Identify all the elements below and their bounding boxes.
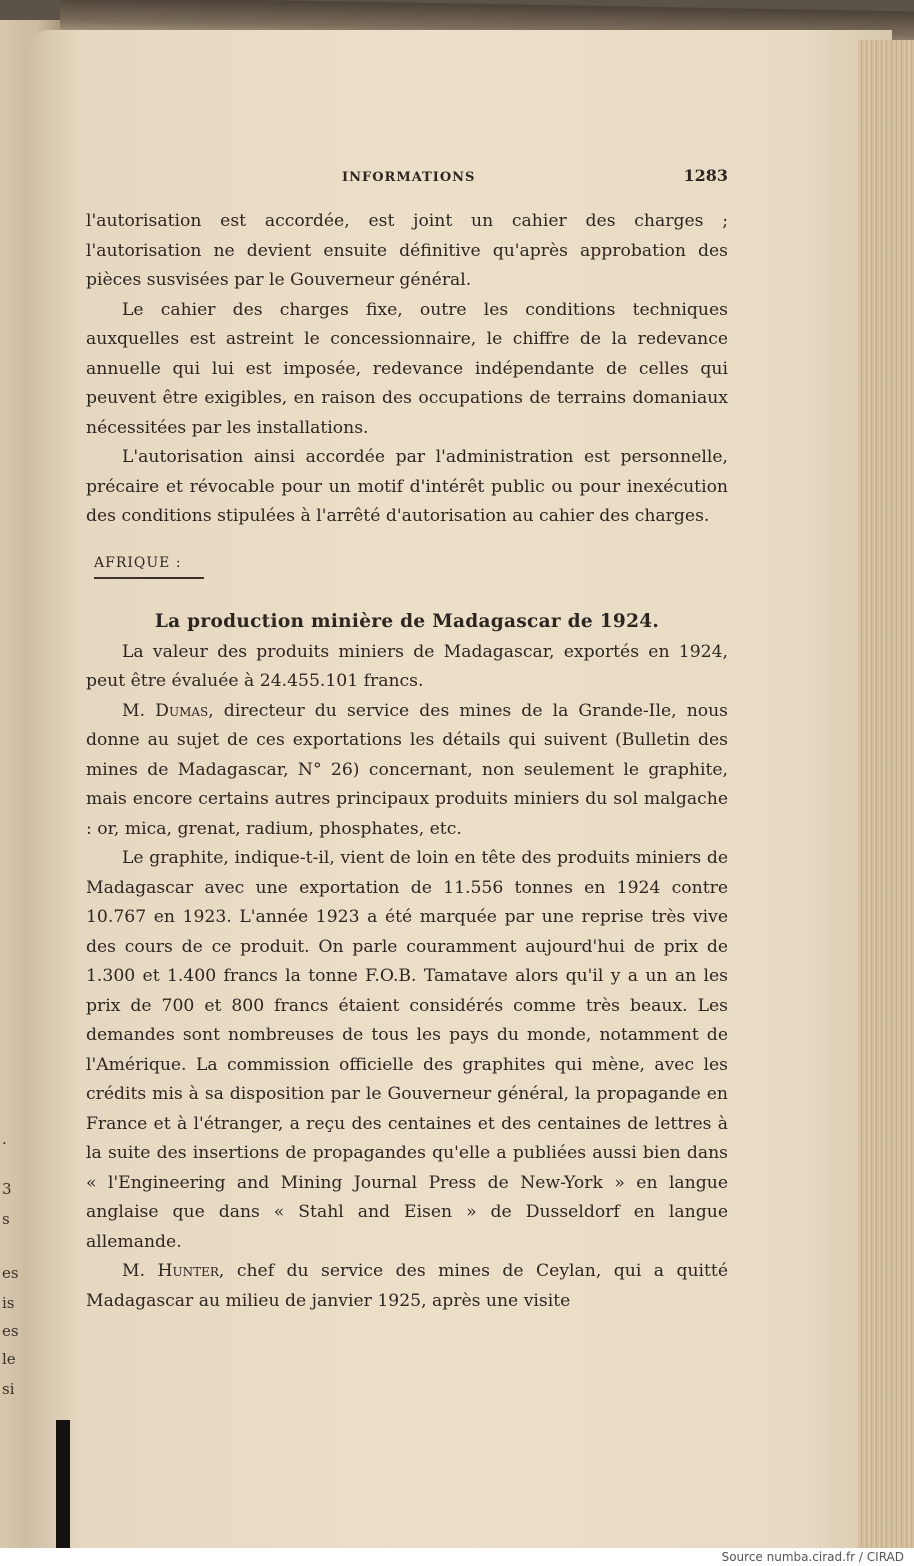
left-page-text: es bbox=[2, 1264, 19, 1282]
paragraph: L'autorisation ainsi accordée par l'administration est personnelle, précaire et révocable pour un motif d'intérêt public ou pour inexécution des conditions stipulées à l'arrêté d'autorisation au cahier des charges. bbox=[86, 447, 728, 526]
paragraph: La valeur des produits miniers de Madagascar, exportés en 1924, peut être évaluée à 24.455.101 francs. bbox=[86, 641, 728, 691]
paragraph bbox=[86, 1257, 728, 1316]
left-page-text: es bbox=[2, 1322, 19, 1340]
left-page-text: le bbox=[2, 1350, 16, 1368]
left-page-text: s bbox=[2, 1210, 10, 1228]
left-page-text: . bbox=[2, 1130, 7, 1148]
paragraph-text: , chef du service des mines de Ceylan, qui a quitté Madagascar au milieu de janvier 1925, après une visite bbox=[86, 1261, 728, 1311]
person-name: Dumas bbox=[155, 700, 209, 721]
running-head bbox=[86, 166, 728, 185]
article-title: La production minière de Madagascar de 1924. bbox=[154, 610, 660, 632]
left-page-text: is bbox=[2, 1294, 15, 1312]
left-page-text: 3 bbox=[2, 1180, 12, 1198]
paragraph bbox=[86, 697, 728, 845]
paragraph: l'autorisation est accordée, est joint un cahier des charges ; l'autorisation ne devient ensuite définitive qu'après approbation des pièces susvisées par le Gouverneur général. bbox=[86, 211, 728, 290]
person-name: Hunter bbox=[157, 1261, 219, 1281]
section-heading bbox=[94, 552, 204, 579]
running-head-title: INFORMATIONS bbox=[342, 170, 476, 185]
paragraph: Le graphite, indique-t-il, vient de loin en tête des produits miniers de Madagascar avec une exportation de 11.556 tonnes en 1924 contre 10.767 en 1923. L'année 1923 a été marquée par une reprise très vive des cours de ce produit. On parle couramment aujourd'hui de prix de 1.300 et 1.400 francs la tonne F.O.B. Tamatave alors qu'il y a un an les prix de 700 et 800 francs étaient considérés comme très beaux. Les demandes sont nombreuses de tous les pays du monde, notamment de l'Amérique. La commission officielle des graphites qui mène, avec les crédits mis à sa disposition par le Gouverneur général, la propagande en France et à l'étranger, a reçu des centaines et des centaines de lettres à la suite des insertions de propagandes qu'elle a publiées aussi bien dans « l'Engineering and Mining Journal Press de New-York » en langue anglaise que dans « Stahl and Eisen » de Dusseldorf en langue allemande. bbox=[86, 848, 728, 1252]
binding-strip bbox=[56, 1420, 70, 1548]
paragraph-text: , directeur du service des mines de la Grande-Ile, nous donne au sujet de ces exportations les détails qui suivent (Bulletin des mines de Madagascar, N° 26) concernant, non seulement le graphite, mais encore certains autres principaux produits miniers du sol malgache : or, mica, grenat, radium, phosphates, etc. bbox=[86, 700, 728, 839]
page-text bbox=[86, 160, 728, 1316]
paragraph-lead: M. bbox=[122, 1261, 158, 1281]
paragraph-lead: M. bbox=[122, 700, 156, 721]
page-number: 1283 bbox=[683, 166, 728, 185]
section-label: AFRIQUE : bbox=[94, 555, 204, 579]
page-edges bbox=[858, 40, 914, 1548]
paragraph: Le cahier des charges fixe, outre les conditions techniques auxquelles est astreint le concessionnaire, le chiffre de la redevance annuelle qui lui est imposée, redevance indépendante de celles qui peuvent être exigibles, en raison des occupations de terrains domaniaux nécessitées par les installations. bbox=[86, 299, 728, 438]
source-credit: Source numba.cirad.fr / CIRAD bbox=[721, 1550, 904, 1564]
left-page-text: si bbox=[2, 1380, 15, 1398]
